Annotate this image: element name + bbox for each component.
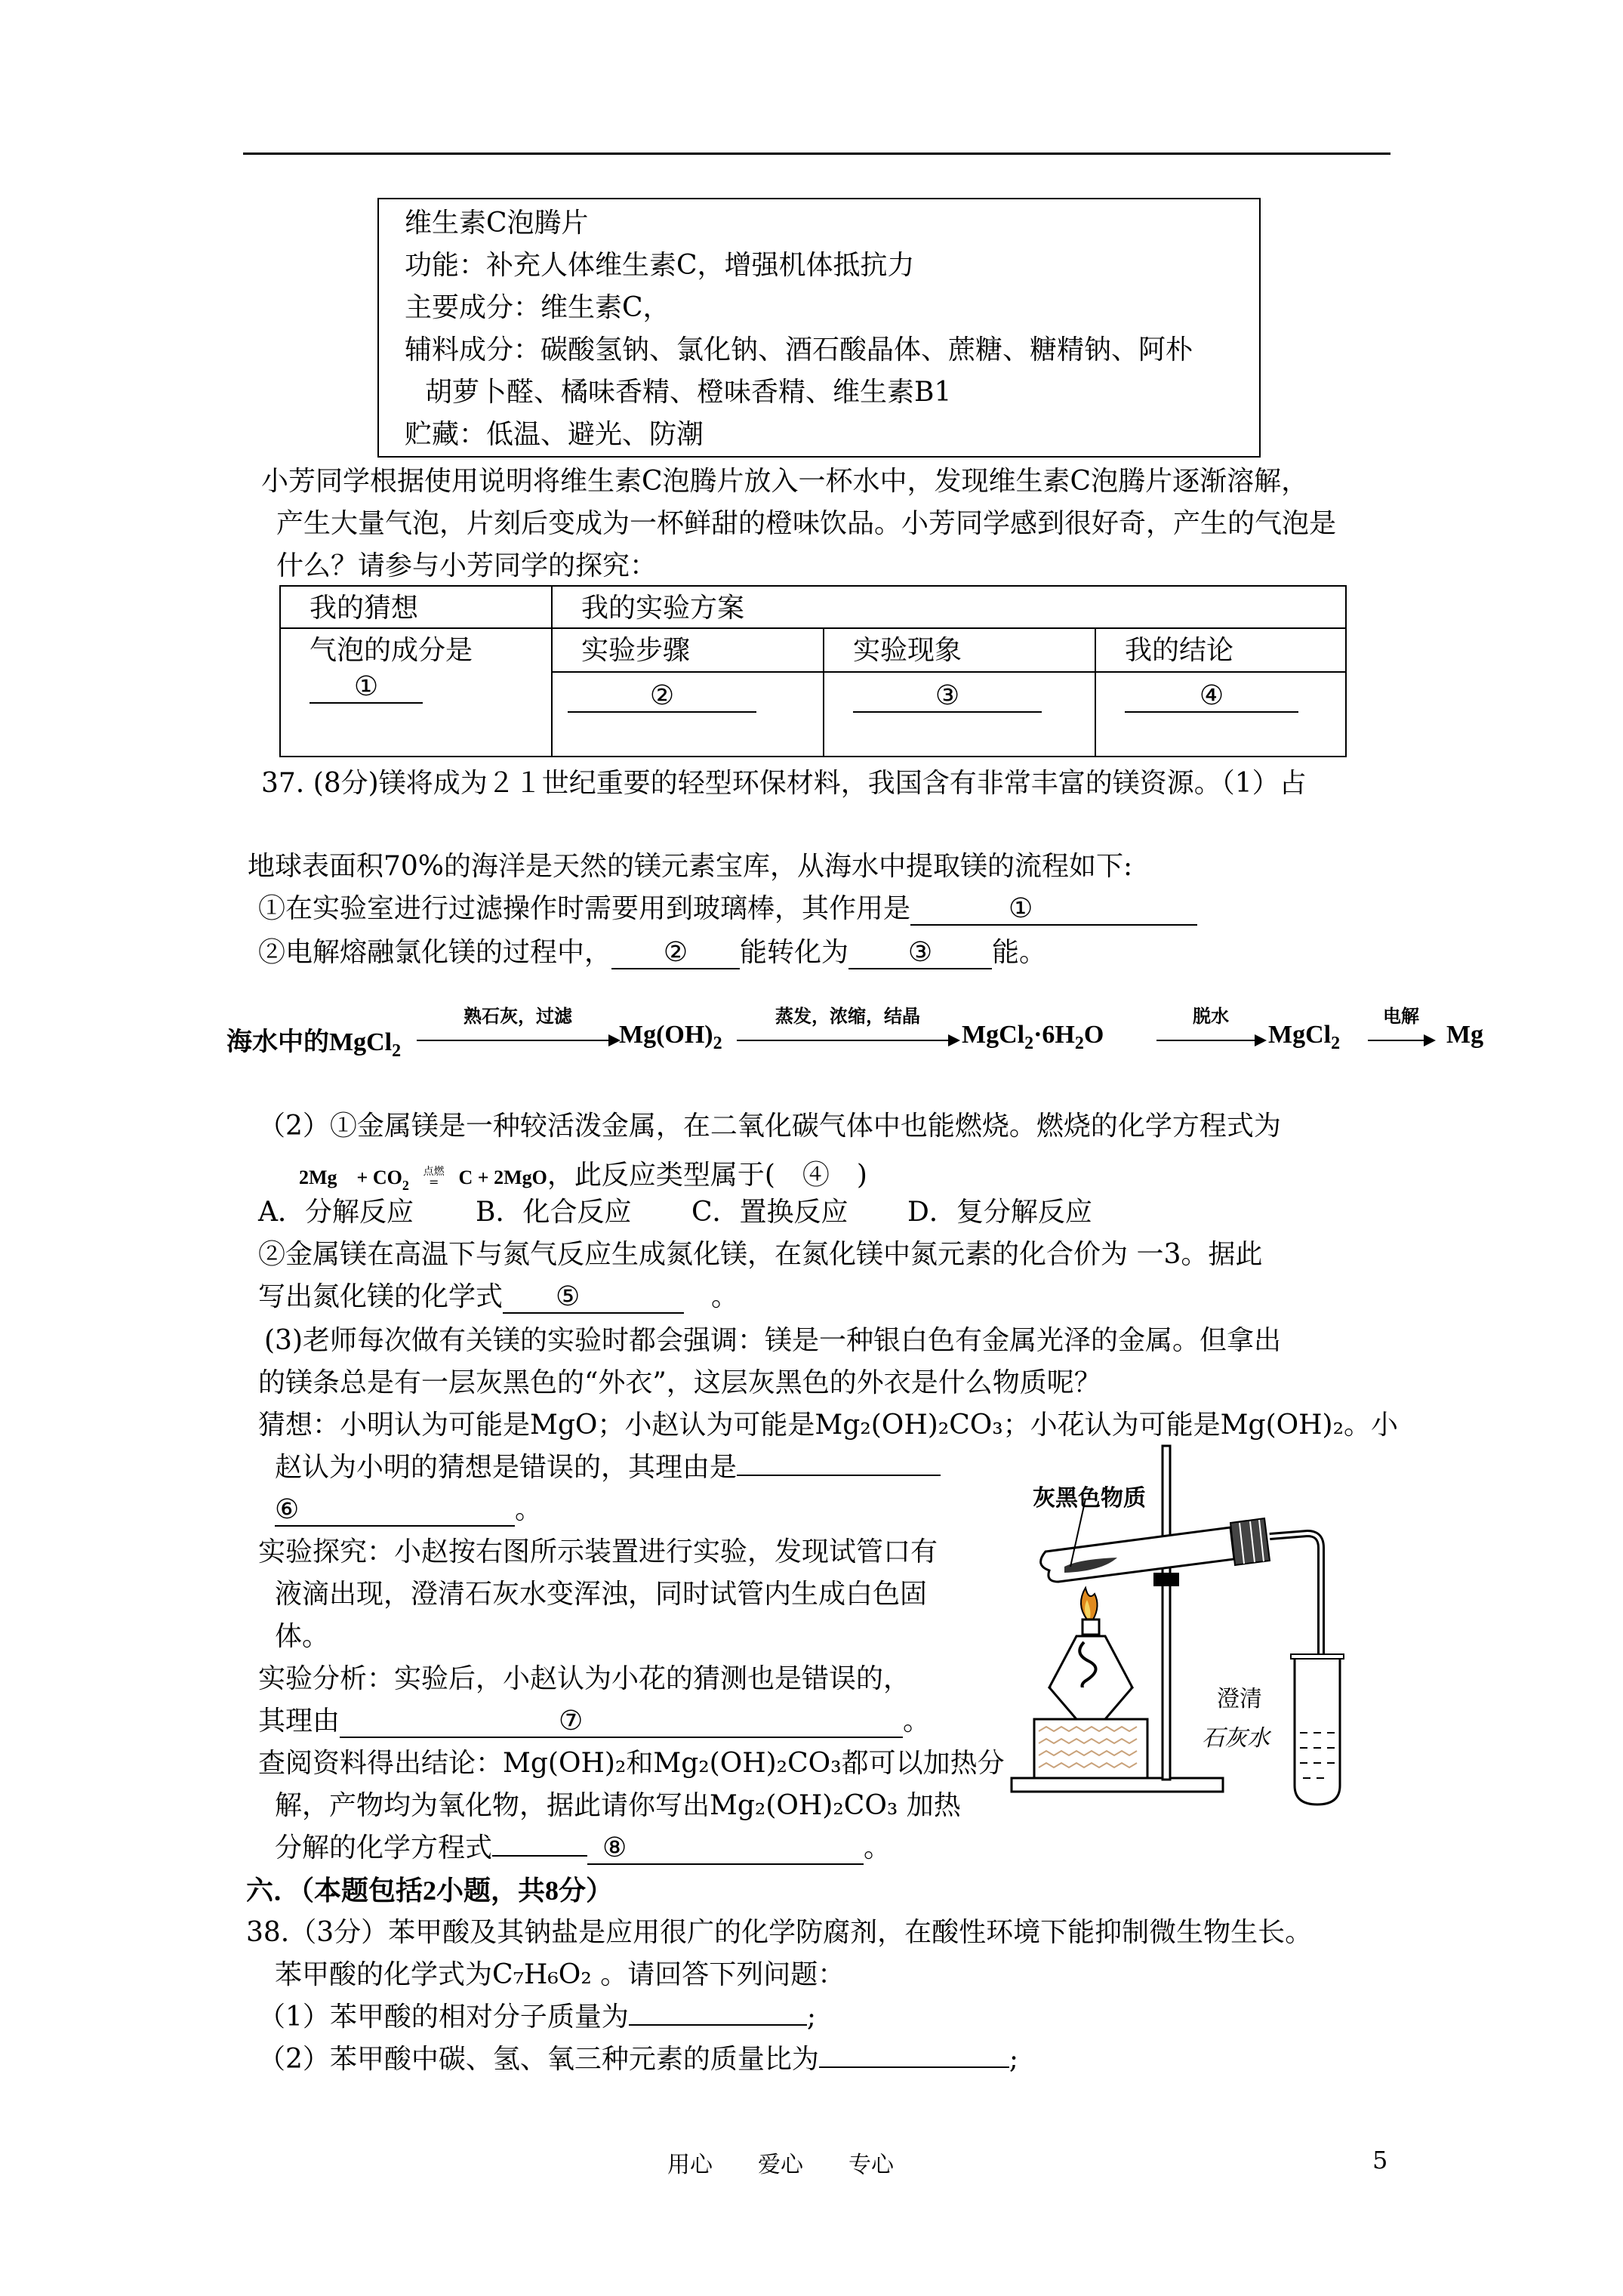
blank-q37-7[interactable]: ⑦ bbox=[340, 1706, 903, 1738]
blank-4[interactable]: ④ bbox=[1125, 681, 1298, 713]
explore-line-2: 液滴出现，澄清石灰水变浑浊，同时试管内生成白色固 bbox=[275, 1579, 928, 1610]
intro-line-3: 什么？请参与小芳同学的探究： bbox=[276, 550, 658, 581]
q37-nitride-line1: ②金属镁在高温下与氮气反应生成氮化镁，在氮化镁中氮元素的化合价为 一3。据此 bbox=[258, 1239, 1263, 1270]
explore-line-1: 实验探究：小赵按右图所示装置进行实验，发现试管口有 bbox=[258, 1536, 938, 1567]
q38-line-2: 苯甲酸的化学式为C₇H₆O₂ 。请回答下列问题： bbox=[275, 1959, 845, 1990]
label-limewater-1: 澄清 bbox=[1217, 1686, 1262, 1712]
box-line-6: 贮藏：低温、避光、防潮 bbox=[405, 419, 704, 450]
plan-col-conclusion: 我的结论 bbox=[1095, 628, 1346, 672]
blank-q37-8a[interactable] bbox=[492, 1855, 587, 1857]
mg-extraction-flow bbox=[226, 1001, 1484, 1062]
guess-cell bbox=[280, 628, 552, 757]
footer-motto: 用心 爱心 专心 bbox=[667, 2152, 894, 2178]
analysis-line-1: 实验分析：实验后，小赵认为小花的猜测也是错误的， bbox=[258, 1663, 911, 1694]
flow-end: Mg bbox=[1446, 1021, 1484, 1049]
inquiry-table bbox=[279, 585, 1347, 757]
steps-cell bbox=[552, 672, 824, 757]
header-rule bbox=[243, 153, 1390, 155]
q37-part3-line1: (3)老师每次做有关镁的实验时都会强调：镁是一种银白色有金属光泽的金属。但拿出 bbox=[264, 1325, 1281, 1356]
blank-q37-5[interactable]: ⑤ bbox=[503, 1282, 684, 1314]
guess-line-1: 猜想：小明认为可能是MgO；小赵认为可能是Mg₂(OH)₂CO₃；小花认为可能是Mg(OH)₂。小 bbox=[258, 1410, 1399, 1441]
conclusion-cell bbox=[1095, 672, 1346, 757]
blank-q37-1[interactable]: ① bbox=[910, 894, 1197, 926]
page-number: 5 bbox=[1372, 2146, 1388, 2174]
plan-header: 我的实验方案 bbox=[552, 586, 1346, 628]
blank-q37-6[interactable]: ⑥ bbox=[275, 1495, 515, 1527]
intro-line-1: 小芳同学根据使用说明将维生素C泡腾片放入一杯水中，发现维生素C泡腾片逐渐溶解， bbox=[261, 466, 1309, 497]
apparatus-figure bbox=[1004, 1438, 1366, 1816]
section-6-heading: 六．（本题包括2小题，共8分） bbox=[246, 1875, 614, 1906]
flow-mid-3: MgCl$_2$ bbox=[1268, 1021, 1341, 1053]
box-line-4: 辅料成分：碳酸氢钠、氯化钠、酒石酸晶体、蔗糖、糖精钠、阿朴 bbox=[405, 334, 1193, 365]
ref-line-1: 查阅资料得出结论：Mg(OH)₂和Mg₂(OH)₂CO₃都可以加热分 bbox=[258, 1748, 1005, 1779]
blank-3[interactable]: ③ bbox=[853, 681, 1042, 713]
option-d: D．复分解反应 bbox=[907, 1197, 1092, 1228]
flow-arrow-2: 蒸发，浓缩，结晶 bbox=[737, 1001, 959, 1041]
plan-col-steps: 实验步骤 bbox=[552, 628, 824, 672]
q38-sub-1: （1）苯甲酸的相对分子质量为 ; bbox=[258, 2002, 817, 2032]
flow-mid-1: $Mg(OH)_2$ bbox=[619, 1021, 722, 1053]
option-b: B．化合反应 bbox=[476, 1197, 632, 1228]
label-grey-solid: 灰黑色物质 bbox=[1033, 1485, 1146, 1512]
guess-line-2: 赵认为小明的猜想是错误的，其理由是 bbox=[275, 1451, 941, 1484]
blank-q37-8[interactable]: ⑧ bbox=[587, 1833, 864, 1865]
intro-line-2: 产生大量气泡，片刻后变成为一杯鲜甜的橙味饮品。小芳同学感到很好奇，产生的气泡是 bbox=[276, 508, 1337, 539]
q37-item-1: ①在实验室进行过滤操作时需要用到玻璃棒，其作用是 ① bbox=[258, 892, 1197, 926]
col-guess-header: 我的猜想 bbox=[280, 586, 552, 628]
q37-nitride-line2: 写出氮化镁的化学式 ⑤ 。 bbox=[258, 1281, 739, 1312]
flow-arrow-3: 脱水 bbox=[1156, 1001, 1265, 1041]
flow-arrow-4: 电解 bbox=[1368, 1001, 1434, 1041]
q37-line-2: 地球表面积70%的海洋是天然的镁元素宝库，从海水中提取镁的流程如下: bbox=[248, 851, 1133, 882]
q37-equation: 2Mg + $CO_2$ 点燃 = C + 2MgO，此反应类型属于( ④ ) bbox=[299, 1160, 867, 1193]
q37-line-1: 37. (8分)镁将成为２１世纪重要的轻型环保材料，我国含有非常丰富的镁资源。（1）占 bbox=[261, 768, 1307, 799]
box-line-5: 胡萝卜醛、橘味香精、橙味香精、维生素B1 bbox=[425, 377, 952, 408]
equation-condition: 点燃 = bbox=[423, 1166, 445, 1189]
ref-line-2: 解，产物均为氧化物，据此请你写出Mg₂(OH)₂CO₃ 加热 bbox=[275, 1790, 961, 1821]
q37-part3-line2: 的镁条总是有一层灰黑色的“外衣”，这层灰黑色的外衣是什么物质呢？ bbox=[258, 1367, 1101, 1398]
label-limewater-2: 石灰水 bbox=[1202, 1725, 1270, 1752]
blank-2[interactable]: ② bbox=[568, 681, 756, 713]
analysis-line-2: 其理由 ⑦ 。 bbox=[258, 1706, 931, 1737]
q38-line-1: 38.（3分）苯甲酸及其钠盐是应用很广的化学防腐剂，在酸性环境下能抑制微生物生长。 bbox=[246, 1917, 1313, 1948]
option-a: A．分解反应 bbox=[258, 1197, 414, 1228]
option-c: C．置换反应 bbox=[691, 1197, 848, 1228]
box-line-3: 主要成分：维生素C， bbox=[405, 292, 670, 323]
flow-mid-2: $MgCl_2\cdot 6H_2O$ bbox=[962, 1021, 1104, 1053]
blank-q37-6a[interactable] bbox=[737, 1475, 941, 1476]
q37-part2-line1: （2）①金属镁是一种较活泼金属，在二氧化碳气体中也能燃烧。燃烧的化学方程式为 bbox=[258, 1111, 1281, 1142]
q37-item-2: ②电解熔融氯化镁的过程中， ② 能转化为 ③ 能。 bbox=[258, 937, 1047, 968]
q38-sub-2: （2）苯甲酸中碳、氢、氧三种元素的质量比为 ; bbox=[258, 2044, 1019, 2075]
box-line-2: 功能：补充人体维生素C，增强机体抵抗力 bbox=[405, 250, 915, 281]
ref-line-3: 分解的化学方程式 ⑧ 。 bbox=[275, 1832, 892, 1863]
box-line-1: 维生素C泡腾片 bbox=[405, 208, 589, 239]
guess-label: 气泡的成分是 bbox=[310, 635, 473, 666]
blank-q38-2[interactable] bbox=[819, 2066, 1009, 2068]
plan-col-phenomena: 实验现象 bbox=[824, 628, 1095, 672]
phenomena-cell bbox=[824, 672, 1095, 757]
blank-q37-3[interactable]: ③ bbox=[848, 938, 992, 969]
flow-arrow-1: 熟石灰，过滤 bbox=[417, 1001, 619, 1041]
blank-1[interactable]: ① bbox=[310, 672, 423, 704]
blank-q37-2[interactable]: ② bbox=[611, 938, 740, 969]
flow-start: 海水中的MgCl$_2$ bbox=[226, 1028, 402, 1061]
guess-line-3: ⑥ 。 bbox=[275, 1494, 543, 1525]
explore-line-3: 体。 bbox=[275, 1621, 330, 1652]
blank-q38-1[interactable] bbox=[629, 2024, 807, 2026]
